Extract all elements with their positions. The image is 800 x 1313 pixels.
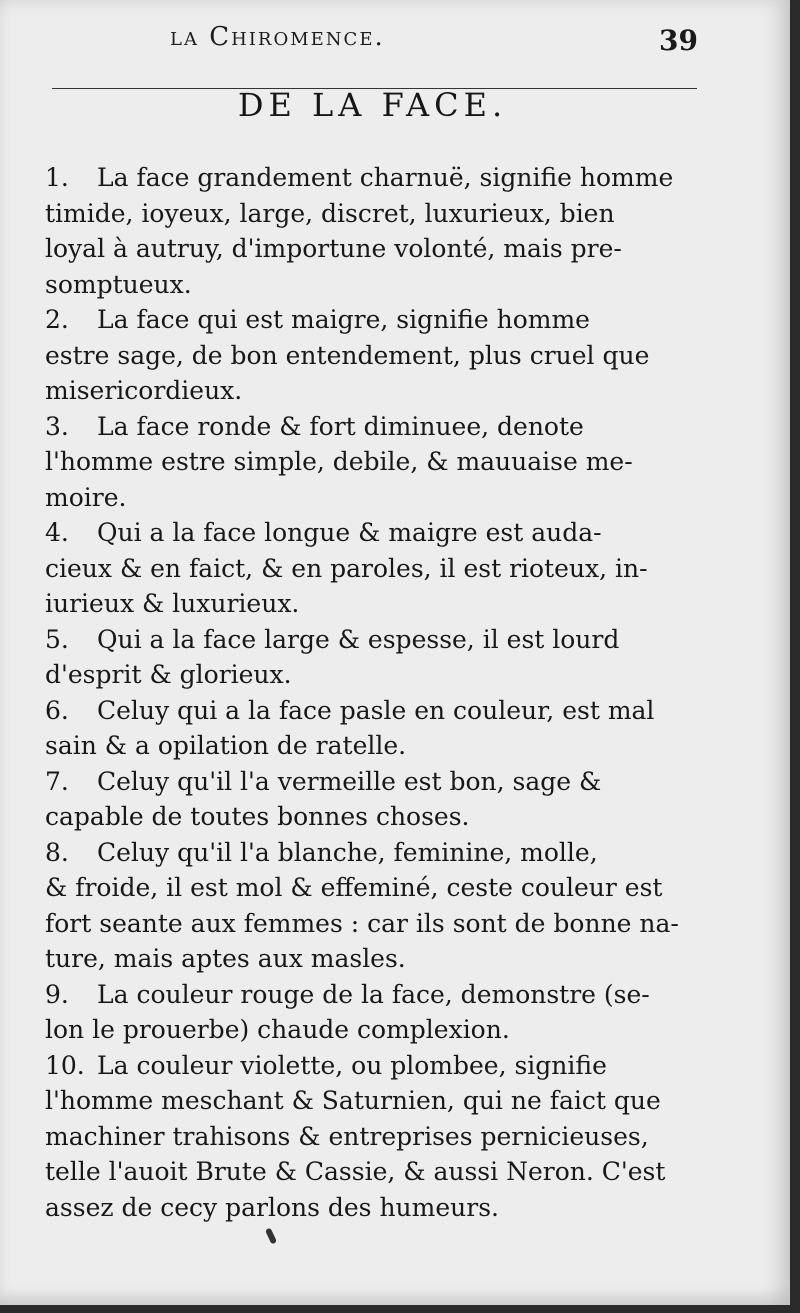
line-text: iurieux & luxurieux.: [45, 589, 300, 618]
text-line: [45, 799, 705, 835]
line-text: La couleur violette, ou plombee, signifie: [97, 1050, 607, 1080]
paragraph-4: [45, 515, 705, 622]
paragraph-number: 8.: [45, 837, 69, 867]
line-text: capable de toutes bonnes choses.: [45, 802, 470, 831]
text-line: [45, 1012, 705, 1048]
text-line: [45, 728, 705, 764]
text-line: [45, 764, 705, 800]
line-text: Celuy qu'il l'a vermeille est bon, sage &: [97, 766, 602, 796]
paragraph-9: [45, 977, 705, 1048]
paragraph-number: 5.: [45, 624, 69, 654]
line-text: sain & a opilation de ratelle.: [45, 731, 407, 760]
text-line: [45, 1190, 705, 1226]
text-line: [45, 196, 705, 232]
line-text: loyal à autruy, d'importune volonté, mais pre-: [45, 234, 622, 263]
line-text: cieux & en faict, & en paroles, il est rioteux, in-: [45, 553, 648, 583]
line-text: moire.: [45, 482, 127, 512]
text-line: [45, 302, 705, 338]
line-text: & froide, il est mol & effeminé, ceste couleur est: [45, 873, 663, 902]
line-text: ture, mais aptes aux masles.: [45, 944, 406, 973]
paragraph-2: [45, 302, 705, 409]
paragraph-number: 10.: [45, 1050, 85, 1080]
paragraph-number: 4.: [45, 518, 69, 547]
ink-mark: [265, 1227, 277, 1244]
line-text: d'esprit & glorieux.: [45, 660, 292, 689]
paragraph-number: 7.: [45, 766, 69, 796]
line-text: l'homme estre simple, debile, & mauuaise me-: [45, 447, 633, 476]
line-text: Qui a la face longue & maigre est auda-: [97, 518, 602, 547]
line-text: Qui a la face large & espesse, il est lourd: [97, 624, 620, 654]
paragraph-10: [45, 1048, 705, 1226]
text-line: [45, 480, 705, 516]
paragraph-1: [45, 160, 705, 302]
line-text: La couleur rouge de la face, demonstre (se-: [97, 979, 650, 1009]
line-text: Celuy qu'il l'a blanche, feminine, molle,: [97, 837, 598, 867]
line-text: machiner trahisons & entreprises pernicieuses,: [45, 1121, 649, 1151]
line-text: timide, ioyeux, large, discret, luxurieux, bien: [45, 198, 615, 228]
text-line: [45, 1083, 705, 1119]
running-head: [0, 22, 790, 62]
line-text: La face qui est maigre, signifie homme: [97, 305, 590, 334]
text-line: [45, 870, 705, 906]
body-text: [45, 160, 705, 1225]
paragraph-number: 1.: [45, 163, 69, 192]
page-number: 39: [659, 24, 698, 57]
text-line: [45, 657, 705, 693]
paragraph-5: [45, 622, 705, 693]
text-line: [45, 1048, 705, 1084]
line-text: somptueux.: [45, 269, 192, 299]
line-text: misericordieux.: [45, 376, 243, 405]
paragraph-6: [45, 693, 705, 764]
paragraph-number: 2.: [45, 305, 69, 334]
section-title: DE LA FACE.: [237, 86, 508, 124]
text-line: [45, 444, 705, 480]
text-line: [45, 906, 705, 942]
paragraph-7: [45, 764, 705, 835]
paragraph-8: [45, 835, 705, 977]
text-line: [45, 409, 705, 445]
text-line: [45, 267, 705, 303]
text-line: [45, 551, 705, 587]
line-text: estre sage, de bon entendement, plus cruel que: [45, 340, 650, 370]
text-line: [45, 160, 705, 196]
text-line: [45, 1119, 705, 1155]
text-line: [45, 373, 705, 409]
text-line: [45, 231, 705, 267]
paragraph-number: 9.: [45, 979, 69, 1009]
text-line: [45, 941, 705, 977]
text-line: [45, 622, 705, 658]
text-line: [45, 586, 705, 622]
text-line: [45, 977, 705, 1013]
text-line: [45, 1154, 705, 1190]
line-text: telle l'auoit Brute & Cassie, & aussi Neron. C'est: [45, 1157, 666, 1186]
line-text: fort seante aux femmes : car ils sont de bonne na-: [45, 908, 679, 938]
line-text: Celuy qui a la face pasle en couleur, est mal: [97, 695, 655, 725]
line-text: La face ronde & fort diminuee, denote: [97, 411, 584, 441]
line-text: l'homme meschant & Saturnien, qui ne faict que: [45, 1086, 661, 1115]
text-line: [45, 338, 705, 374]
text-line: [45, 693, 705, 729]
paragraph-number: 6.: [45, 695, 69, 725]
text-line: [45, 835, 705, 871]
running-title: la Chiromence.: [170, 22, 385, 52]
paragraph-3: [45, 409, 705, 516]
line-text: La face grandement charnuë, signifie homme: [97, 163, 674, 192]
text-line: [45, 515, 705, 551]
line-text: assez de cecy parlons des humeurs.: [45, 1192, 499, 1222]
paragraph-number: 3.: [45, 411, 69, 441]
line-text: lon le prouerbe) chaude complexion.: [45, 1015, 510, 1044]
